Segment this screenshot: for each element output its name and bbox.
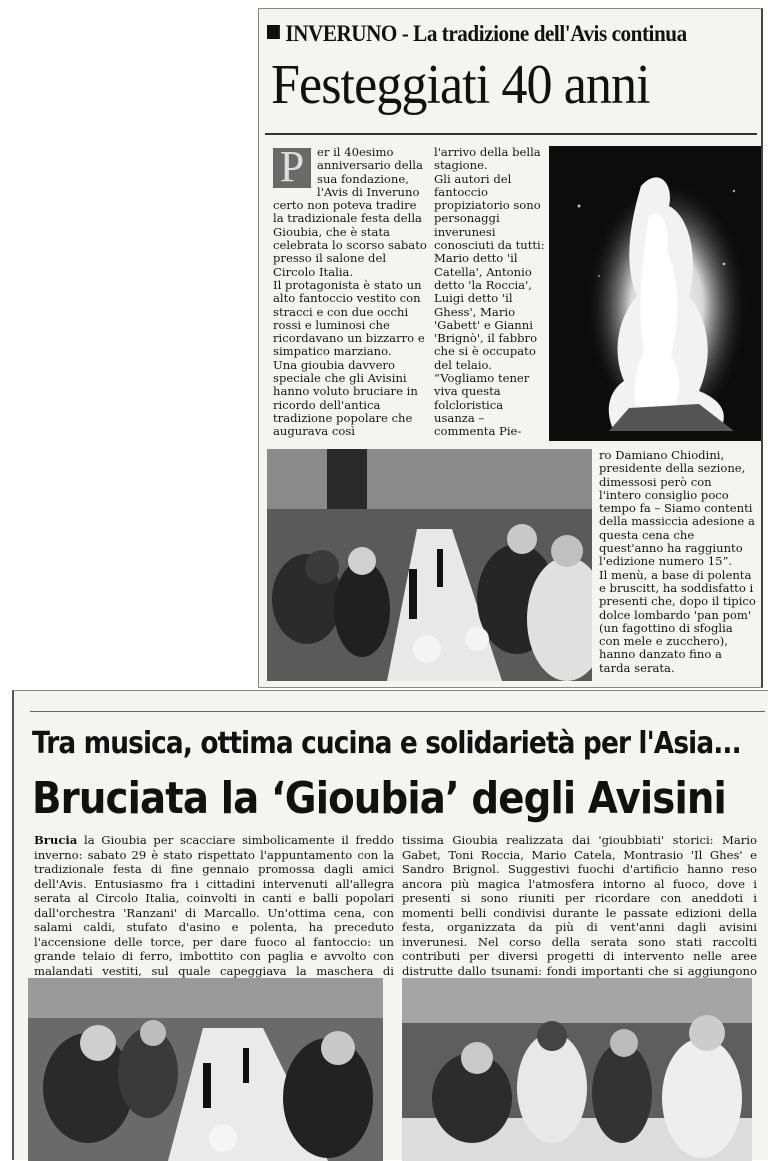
- article-column-2: [434, 146, 546, 439]
- article-clipping-festeggiati: [258, 8, 763, 688]
- paragraph: Una gioubia davvero speciale che gli Avisini hanno voluto bruciare in ricordo dell'antica tradizione popolare che augurava così: [273, 357, 418, 439]
- article-column-3: [599, 449, 757, 675]
- dinner-photo-2: [28, 978, 383, 1161]
- paragraph: Gli autori del fantoccio propiziatorio sono personaggi inverunesi conosciuti da tutti: Mario detto 'il Catella', Antonio detto 'la Roccia', Luigi detto 'il Ghess', Mario 'Gabett' e Gianni 'Brignò', il fabbro che si è occupato del telaio.: [434, 171, 545, 372]
- article-headline: Bruciata la ‘Gioubia’ degli Avisini: [32, 773, 726, 824]
- paragraph: tissima Gioubia realizzata dai 'gioubbiati' storici: Mario Gabet, Toni Roccia, Mario Catela, Montrasio 'Il Ghes' e Sandro Brignol. Suggestivi fuochi d'artificio hanno reso ancora più magica l'atmosfera intorno al fuoco, dove i presenti si sono riuniti per ricordare con aneddoti i momenti belli condivisi durante le passate edizioni della festa, organizzata da più di vent'anni dagli avisini inverunesi. Nel corso della serata sono stati raccolti contributi per diversi progetti di intervento nelle aree distrutte dallo tsunami: fondi importanti che si aggiungono: [402, 833, 757, 978]
- lead-word: Brucia: [34, 833, 78, 847]
- paragraph: er il 40esimo anniversario della sua fondazione, l'Avis di Inveruno certo non poteva tradire la tradizionale festa della Gioubia, che è stata celebrata lo scorso sabato presso il salone del Circolo Italia.: [273, 145, 427, 279]
- bonfire-photo: [549, 146, 761, 441]
- paragraph: Il menù, a base di polenta e bruscitt, ha soddisfatto i presenti che, dopo il tipico dolce lombardo 'pan pom' (un fagottino di sfoglia con mele e zucchero), hanno danzato fino a tarda serata.: [599, 567, 756, 675]
- paragraph: ro Damiano Chiodini, presidente della sezione, dimessosi però con l'intero consiglio poco tempo fa – Siamo contenti della massiccia adesione a questa cena che quest'anno ha raggiunto l'edizione numero 15”.: [599, 448, 755, 569]
- kicker-place: INVERUNO: [285, 21, 397, 46]
- kicker-text: - La tradizione dell'Avis continua: [396, 21, 687, 46]
- article-kicker: [267, 21, 718, 47]
- article-headline: Festeggiati 40 anni: [271, 54, 650, 116]
- article-clipping-bruciata: [12, 690, 768, 1160]
- headline-divider: [265, 133, 757, 135]
- article-column-1: [34, 833, 394, 993]
- article-subheadline: Tra musica, ottima cucina e solidarietà per l'Asia...: [32, 726, 741, 761]
- paragraph: “Vogliamo tener viva questa folcloristica usanza – commenta Pie-: [434, 371, 530, 439]
- paragraph: la Gioubia per scacciare simbolicamente il freddo inverno: sabato 29 è stato rispettato l'appuntamento con la tradizionale festa di fine gennaio promossa dagli amici dell'Avis. Entusiasmo fra i cittadini intervenuti all'allegra serata al Circolo Italia, coinvolti in canti e balli popolari dall'orchestra 'Ranzani' di Marcallo. Un'ottima cena, con salami caldi, stufato d'asino e polenta, ha preceduto l'accensione delle torce, per dare fuoco al fantoccio: un grande telaio di ferro, imbottito con paglia e avvolto con malandati vestiti, sul quale capeggiava la maschera di: [34, 833, 394, 978]
- dinner-photo-1: [267, 449, 592, 681]
- paragraph: l'arrivo della bella stagione.: [434, 145, 541, 173]
- paragraph: Il protagonista è stato un alto fantoccio vestito con stracci e con due occhi rossi e luminosi che ricordavano un bizzarro e simpatico marziano.: [273, 277, 425, 359]
- article-column-2: [402, 833, 757, 993]
- bullet-square-icon: [267, 25, 280, 39]
- dinner-photo-3: [402, 978, 752, 1161]
- top-divider: [30, 711, 765, 712]
- drop-cap: P: [273, 148, 311, 188]
- article-column-1: [273, 142, 429, 439]
